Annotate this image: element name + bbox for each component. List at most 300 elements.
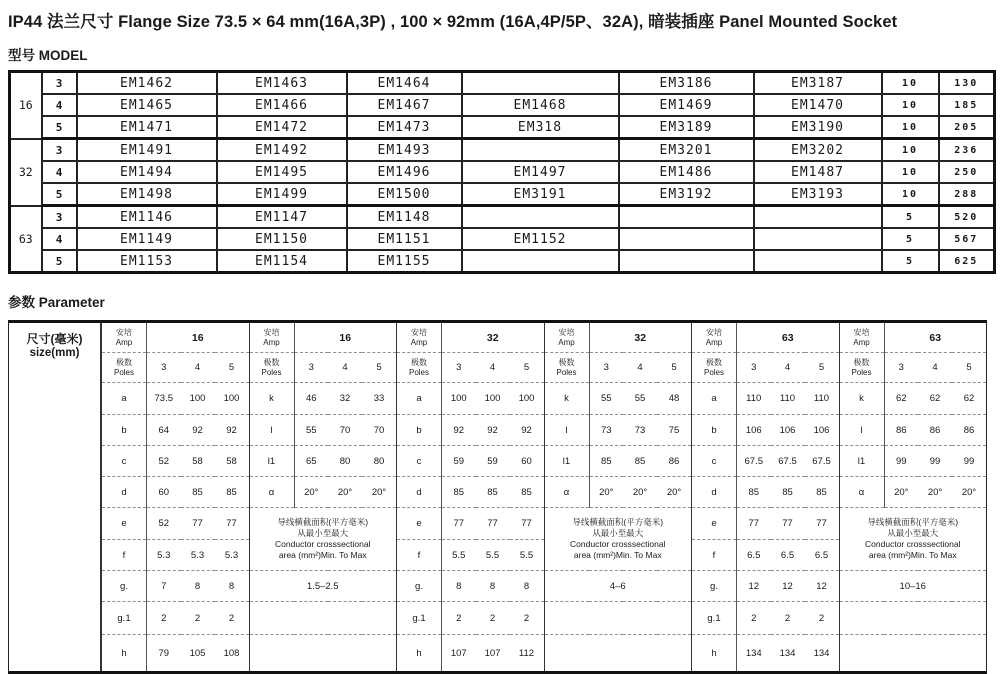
poles-label-en: Poles <box>408 367 429 377</box>
dim-value: 134 <box>813 647 830 659</box>
dim-value: 2 <box>181 602 215 635</box>
model-cell <box>619 206 754 229</box>
aux-value: 33 <box>362 383 396 415</box>
dim-value: 8 <box>510 571 544 602</box>
model-cell: EM1491 <box>77 139 217 162</box>
size-label-cn: 尺寸(毫米) <box>26 332 83 346</box>
model-cell: EM3202 <box>754 139 882 162</box>
dim-label: e <box>692 508 737 540</box>
dim-value: 110 <box>805 383 839 415</box>
qty-cell: 10 <box>882 161 939 183</box>
model-cell: EM1464 <box>347 72 462 95</box>
aux-value: 99 <box>884 446 918 477</box>
pole-col-header: 5 <box>215 353 249 383</box>
dim-value: 5.5 <box>442 540 476 571</box>
model-cell: EM1470 <box>754 94 882 116</box>
weight-cell: 205 <box>939 116 995 139</box>
poles-cell: 3 <box>42 72 77 95</box>
amp-label-cn: 安培 <box>116 327 132 337</box>
param-group-dims <box>691 323 839 671</box>
model-cell: EM1468 <box>462 94 619 116</box>
conductor-note-cn1: 导线横截面积(平方毫米) <box>277 516 369 527</box>
dim-value: 108 <box>223 647 240 659</box>
model-cell: EM1466 <box>217 94 347 116</box>
aux-value: 70 <box>362 415 396 446</box>
dim-value: 77 <box>510 508 544 540</box>
poles-label-cn: 极数 <box>411 357 427 367</box>
dim-value: 107 <box>450 647 467 659</box>
pole-col-header: 5 <box>657 353 691 383</box>
aux-value: 55 <box>294 415 328 446</box>
model-cell <box>754 250 882 273</box>
amp-label-cn: 安培 <box>558 327 575 337</box>
weight-cell: 625 <box>939 250 995 273</box>
param-group-dims <box>101 323 249 671</box>
model-cell <box>462 250 619 273</box>
poles-cell: 3 <box>42 139 77 162</box>
conductor-note-en2: area (mm²)Min. To Max <box>868 550 957 561</box>
aux-label: l1 <box>249 446 294 477</box>
dim-value: 134 <box>779 647 796 659</box>
model-cell <box>754 206 882 229</box>
conductor-note <box>249 508 396 571</box>
amp-label <box>249 323 294 353</box>
dim-label: g.1 <box>692 602 737 635</box>
model-cell <box>619 250 754 273</box>
dim-value: 6.5 <box>771 540 805 571</box>
amp-value: 16 <box>294 323 396 353</box>
amp-label-cn: 安培 <box>706 327 722 337</box>
model-cell: EM1148 <box>347 206 462 229</box>
model-cell: EM318 <box>462 116 619 139</box>
conductor-note-cn2: 从最小至最大 <box>592 527 644 538</box>
model-cell: EM1499 <box>217 183 347 206</box>
aux-value: 20° <box>294 477 328 508</box>
dim-value: 100 <box>442 383 476 415</box>
amp-value: 32 <box>589 323 691 353</box>
dim-value: 106 <box>805 415 839 446</box>
dim-label: d <box>102 477 147 508</box>
model-cell: EM3187 <box>754 72 882 95</box>
empty-cell <box>839 602 986 635</box>
dim-value: 67.5 <box>737 446 771 477</box>
dim-value: 2 <box>147 602 181 635</box>
conductor-note <box>544 508 691 571</box>
aux-value: 99 <box>918 446 952 477</box>
dim-label: d <box>397 477 442 508</box>
size-label <box>9 323 101 671</box>
aux-label: k <box>839 383 884 415</box>
amp-value: 63 <box>737 323 839 353</box>
poles-cell: 4 <box>42 94 77 116</box>
dim-value: 2 <box>805 602 839 635</box>
aux-value: 65 <box>294 446 328 477</box>
aux-value: 80 <box>328 446 362 477</box>
dim-value: 92 <box>442 415 476 446</box>
model-cell <box>754 228 882 250</box>
weight-cell: 567 <box>939 228 995 250</box>
conductor-note-cn2: 从最小至最大 <box>887 527 939 538</box>
empty-cell <box>544 602 691 635</box>
model-cell: EM3186 <box>619 72 754 95</box>
dim-value: 85 <box>771 477 805 508</box>
aux-value: 99 <box>952 446 986 477</box>
dim-value: 5.5 <box>510 540 544 571</box>
pole-col-header: 4 <box>476 353 510 383</box>
poles-label-en: Poles <box>851 367 872 377</box>
conductor-note-en1: Conductor crosssectional <box>275 539 371 549</box>
amp-cell: 32 <box>10 139 42 206</box>
dim-label: c <box>692 446 737 477</box>
aux-label: l <box>544 415 589 446</box>
model-cell: EM1149 <box>77 228 217 250</box>
aux-value: 55 <box>623 383 657 415</box>
pole-col-header: 3 <box>294 353 328 383</box>
dim-value: 100 <box>510 383 544 415</box>
dim-value: 12 <box>737 571 771 602</box>
model-cell: EM3189 <box>619 116 754 139</box>
param-group-aux <box>249 323 397 671</box>
dim-value: 8 <box>442 571 476 602</box>
model-cell: EM1498 <box>77 183 217 206</box>
model-cell <box>462 72 619 95</box>
amp-label <box>397 323 442 353</box>
dim-value: 8 <box>476 571 510 602</box>
amp-value: 32 <box>442 323 544 353</box>
aux-value: 85 <box>589 446 623 477</box>
qty-cell: 5 <box>882 228 939 250</box>
dim-value: 92 <box>215 415 249 446</box>
amp-label-en: Amp <box>263 337 280 347</box>
aux-value: 62 <box>884 383 918 415</box>
pole-col-header: 3 <box>442 353 476 383</box>
qty-cell: 5 <box>882 206 939 229</box>
qty-cell: 10 <box>882 183 939 206</box>
poles-label <box>692 353 737 383</box>
pole-col-header: 5 <box>510 353 544 383</box>
dim-value: 12 <box>805 571 839 602</box>
dim-value: 85 <box>476 477 510 508</box>
dim-value: 5.5 <box>476 540 510 571</box>
aux-value: 62 <box>952 383 986 415</box>
model-cell: EM1497 <box>462 161 619 183</box>
dim-value: 106 <box>771 415 805 446</box>
aux-value: 48 <box>657 383 691 415</box>
conductor-note-cn1: 导线横截面积(平方毫米) <box>572 516 664 527</box>
poles-cell: 3 <box>42 206 77 229</box>
aux-label: l1 <box>839 446 884 477</box>
amp-label <box>839 323 884 353</box>
poles-label-cn: 极数 <box>706 357 722 367</box>
dim-value: 110 <box>771 383 805 415</box>
aux-value: 62 <box>918 383 952 415</box>
qty-cell: 10 <box>882 116 939 139</box>
pole-col-header: 5 <box>362 353 396 383</box>
aux-label: α <box>544 477 589 508</box>
poles-label <box>249 353 294 383</box>
model-cell: EM1471 <box>77 116 217 139</box>
aux-value: 86 <box>657 446 691 477</box>
poles-cell: 4 <box>42 228 77 250</box>
dim-value: 2 <box>215 602 249 635</box>
model-cell: EM1496 <box>347 161 462 183</box>
dim-value: 73.5 <box>147 383 181 415</box>
model-cell: EM1154 <box>217 250 347 273</box>
model-cell: EM1151 <box>347 228 462 250</box>
conductor-note <box>839 508 986 571</box>
aux-value: 20° <box>623 477 657 508</box>
dim-value: 6.5 <box>805 540 839 571</box>
model-cell: EM1492 <box>217 139 347 162</box>
poles-cell: 5 <box>42 250 77 273</box>
model-cell: EM1493 <box>347 139 462 162</box>
weight-cell: 520 <box>939 206 995 229</box>
dim-value: 77 <box>442 508 476 540</box>
qty-cell: 5 <box>882 250 939 273</box>
param-heading: 参数 Parameter <box>8 295 105 310</box>
aux-label: l <box>249 415 294 446</box>
aux-value: 20° <box>362 477 396 508</box>
poles-label-cn: 极数 <box>116 357 132 367</box>
qty-cell: 10 <box>882 72 939 95</box>
model-cell <box>462 206 619 229</box>
dim-value: 64 <box>147 415 181 446</box>
aux-label: l1 <box>544 446 589 477</box>
dim-value: 105 <box>189 647 206 659</box>
empty-cell <box>839 635 986 672</box>
dim-label: f <box>397 540 442 571</box>
dim-label: g.1 <box>397 602 442 635</box>
dim-value: 8 <box>215 571 249 602</box>
amp-label-en: Amp <box>705 337 723 347</box>
pole-col-header: 3 <box>884 353 918 383</box>
aux-value: 70 <box>328 415 362 446</box>
dim-label: a <box>102 383 147 415</box>
poles-cell: 5 <box>42 183 77 206</box>
aux-value: 20° <box>328 477 362 508</box>
dim-label: f <box>102 540 147 571</box>
dim-value: 2 <box>476 602 510 635</box>
param-group-aux <box>544 323 692 671</box>
dim-value: 107 <box>484 647 501 659</box>
aux-value: 86 <box>918 415 952 446</box>
qty-cell: 10 <box>882 139 939 162</box>
pole-col-header: 5 <box>805 353 839 383</box>
poles-label <box>544 353 589 383</box>
amp-value: 16 <box>147 323 249 353</box>
dim-value: 52 <box>147 508 181 540</box>
amp-label-cn: 安培 <box>853 327 870 337</box>
dim-value: 77 <box>476 508 510 540</box>
dim-label: g. <box>397 571 442 602</box>
dim-value: 58 <box>215 446 249 477</box>
dim-value: 100 <box>181 383 215 415</box>
poles-cell: 5 <box>42 116 77 139</box>
model-cell: EM1472 <box>217 116 347 139</box>
dim-label: c <box>102 446 147 477</box>
aux-value: 20° <box>589 477 623 508</box>
model-cell <box>462 139 619 162</box>
dim-label: b <box>102 415 147 446</box>
amp-label-en: Amp <box>853 337 870 347</box>
model-cell: EM3192 <box>619 183 754 206</box>
poles-label-en: Poles <box>703 367 724 377</box>
aux-label: k <box>249 383 294 415</box>
conductor-note-en2: area (mm²)Min. To Max <box>573 550 662 561</box>
dim-value: 134 <box>745 647 762 659</box>
dim-label: b <box>692 415 737 446</box>
conductor-range: 10–16 <box>839 571 986 602</box>
dim-label: h <box>692 635 737 672</box>
dim-value: 5.3 <box>147 540 181 571</box>
dim-value: 85 <box>215 477 249 508</box>
aux-label: α <box>249 477 294 508</box>
aux-value: 20° <box>884 477 918 508</box>
dim-value: 59 <box>476 446 510 477</box>
dim-value: 60 <box>510 446 544 477</box>
poles-label-cn: 极数 <box>853 357 870 367</box>
param-group-dims <box>396 323 544 671</box>
size-label-en: size(mm) <box>29 347 80 359</box>
dim-value: 59 <box>442 446 476 477</box>
dim-label: d <box>692 477 737 508</box>
model-cell: EM1463 <box>217 72 347 95</box>
model-cell: EM1462 <box>77 72 217 95</box>
dim-value: 77 <box>805 508 839 540</box>
empty-cell <box>544 635 691 672</box>
parameter-table <box>8 320 987 674</box>
dim-value: 67.5 <box>771 446 805 477</box>
poles-cell: 4 <box>42 161 77 183</box>
model-cell: EM1494 <box>77 161 217 183</box>
dim-value: 2 <box>771 602 805 635</box>
amp-label-cn: 安培 <box>263 327 280 337</box>
qty-cell: 10 <box>882 94 939 116</box>
pole-col-header: 3 <box>737 353 771 383</box>
amp-label-en: Amp <box>115 337 133 347</box>
conductor-note-en1: Conductor crosssectional <box>570 539 666 549</box>
dim-value: 77 <box>215 508 249 540</box>
model-table <box>8 70 996 274</box>
aux-label: α <box>839 477 884 508</box>
amp-label-cn: 安培 <box>411 327 427 337</box>
dim-label: h <box>397 635 442 672</box>
dim-value: 110 <box>737 383 771 415</box>
dim-label: c <box>397 446 442 477</box>
dim-label: e <box>102 508 147 540</box>
conductor-note-cn2: 从最小至最大 <box>297 527 349 538</box>
pole-col-header: 4 <box>918 353 952 383</box>
dim-value: 60 <box>147 477 181 508</box>
dim-value: 7 <box>147 571 181 602</box>
aux-value: 85 <box>623 446 657 477</box>
dim-value: 12 <box>771 571 805 602</box>
dim-value: 100 <box>215 383 249 415</box>
dim-value: 52 <box>147 446 181 477</box>
dim-label: b <box>397 415 442 446</box>
aux-value: 73 <box>589 415 623 446</box>
model-cell: EM1155 <box>347 250 462 273</box>
dim-value: 85 <box>510 477 544 508</box>
aux-value: 20° <box>952 477 986 508</box>
aux-value: 80 <box>362 446 396 477</box>
dim-label: e <box>397 508 442 540</box>
model-cell: EM1153 <box>77 250 217 273</box>
model-cell: EM1487 <box>754 161 882 183</box>
poles-label-cn: 极数 <box>558 357 575 367</box>
model-cell: EM1495 <box>217 161 347 183</box>
dim-value: 2 <box>510 602 544 635</box>
page-title: IP44 法兰尺寸 Flange Size 73.5 × 64 mm(16A,3P) , 100 × 92mm (16A,4P/5P、32A), 暗装插座 Panel Mounted Socket <box>8 13 898 31</box>
dim-value: 8 <box>181 571 215 602</box>
model-cell: EM3201 <box>619 139 754 162</box>
aux-value: 55 <box>589 383 623 415</box>
dim-value: 77 <box>181 508 215 540</box>
dim-label: g.1 <box>102 602 147 635</box>
aux-value: 46 <box>294 383 328 415</box>
dim-value: 2 <box>737 602 771 635</box>
dim-value: 85 <box>442 477 476 508</box>
aux-value: 20° <box>918 477 952 508</box>
dim-value: 67.5 <box>805 446 839 477</box>
empty-cell <box>249 602 396 635</box>
model-cell: EM3193 <box>754 183 882 206</box>
model-cell: EM1465 <box>77 94 217 116</box>
amp-label <box>692 323 737 353</box>
amp-cell: 16 <box>10 72 42 139</box>
dim-value: 5.3 <box>215 540 249 571</box>
pole-col-header: 5 <box>952 353 986 383</box>
pole-col-header: 3 <box>147 353 181 383</box>
pole-col-header: 3 <box>589 353 623 383</box>
aux-value: 86 <box>884 415 918 446</box>
dim-value: 58 <box>181 446 215 477</box>
dim-label: f <box>692 540 737 571</box>
dim-value: 6.5 <box>737 540 771 571</box>
dim-label: g. <box>692 571 737 602</box>
aux-value: 73 <box>623 415 657 446</box>
dim-value: 106 <box>737 415 771 446</box>
empty-cell <box>249 635 396 672</box>
model-cell: EM1152 <box>462 228 619 250</box>
weight-cell: 130 <box>939 72 995 95</box>
dim-value: 77 <box>771 508 805 540</box>
aux-label: k <box>544 383 589 415</box>
weight-cell: 236 <box>939 139 995 162</box>
dim-value: 85 <box>181 477 215 508</box>
weight-cell: 250 <box>939 161 995 183</box>
dim-value: 79 <box>158 647 170 659</box>
model-cell <box>619 228 754 250</box>
aux-value: 75 <box>657 415 691 446</box>
dim-label: a <box>692 383 737 415</box>
dim-value: 112 <box>518 647 535 659</box>
param-group-aux <box>839 323 987 671</box>
pole-col-header: 4 <box>181 353 215 383</box>
pole-col-header: 4 <box>328 353 362 383</box>
aux-value: 32 <box>328 383 362 415</box>
conductor-note-cn1: 导线横截面积(平方毫米) <box>867 516 959 527</box>
aux-value: 20° <box>657 477 691 508</box>
model-cell: EM3191 <box>462 183 619 206</box>
model-heading: 型号 MODEL <box>8 48 88 63</box>
poles-label-cn: 极数 <box>263 357 280 367</box>
aux-label: l <box>839 415 884 446</box>
pole-col-header: 4 <box>623 353 657 383</box>
amp-cell: 63 <box>10 206 42 273</box>
dim-label: h <box>102 635 147 672</box>
conductor-note-en2: area (mm²)Min. To Max <box>278 550 367 561</box>
